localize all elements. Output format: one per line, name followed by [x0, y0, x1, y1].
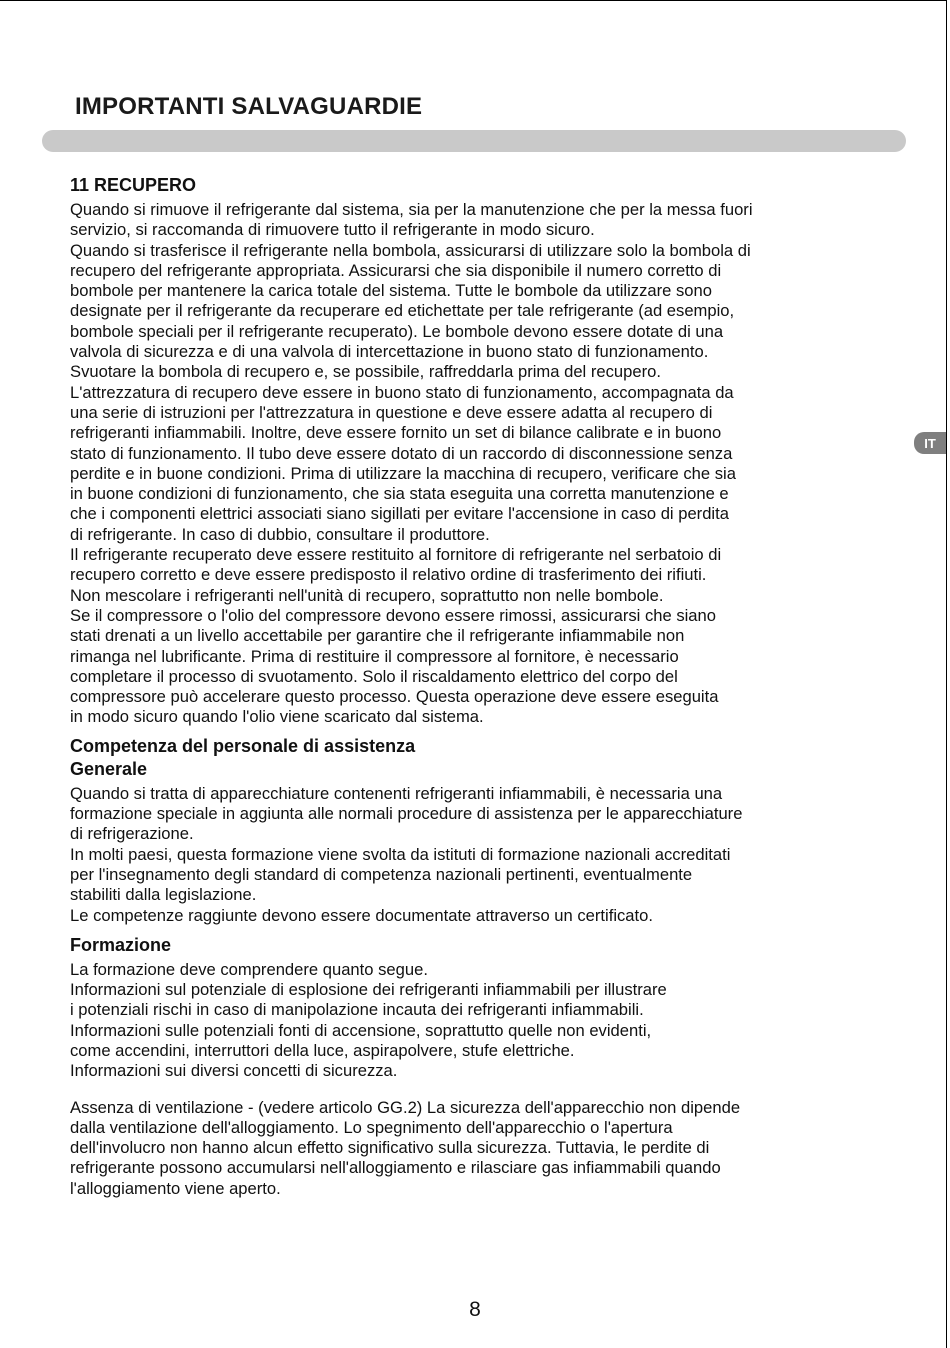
section-subheading-generale: Generale: [70, 758, 148, 779]
text-line: in modo sicuro quando l'olio viene scaricato dal sistema.: [70, 707, 484, 727]
text-line: Informazioni sulle potenziali fonti di accensione, soprattutto quelle non evidenti,: [70, 1020, 652, 1040]
text-line: L'attrezzatura di recupero deve essere in buono stato di funzionamento, accompagnata da: [70, 382, 734, 402]
language-tab: [914, 432, 946, 454]
text-line: in buone condizioni di funzionamento, che sia stata eseguita una corretta manutenzione e: [70, 484, 729, 504]
text-line: Le competenze raggiunte devono essere documentate attraverso un certificato.: [70, 905, 653, 925]
text-line: designate per il refrigerante da recuperare ed etichettate per tale refrigerante (ad esempio,: [70, 301, 735, 321]
section-heading-recupero: 11 RECUPERO: [70, 175, 197, 195]
title-underline-bar: [42, 130, 906, 152]
text-line: refrigeranti infiammabili. Inoltre, deve essere fornito un set di bilance calibrate e in buono: [70, 423, 722, 443]
paragraph-recupero: [70, 200, 900, 728]
text-line: Svuotare la bombola di recupero e, se possibile, raffreddarla prima del recupero.: [70, 362, 661, 382]
text-line: bombole per mantenere la carica totale del sistema. Tutte le bombole da utilizzare sono: [70, 281, 712, 301]
text-line: La formazione deve comprendere quanto segue.: [70, 959, 428, 979]
page-number: 8: [469, 1298, 481, 1321]
text-line: Informazioni sul potenziale di esplosione dei refrigeranti infiammabili per illustrare: [70, 980, 667, 1000]
paragraph-assenza-ventilazione: [70, 1098, 900, 1199]
text-line: per l'insegnamento degli standard di competenza nazionali pertinenti, eventualmente: [70, 864, 693, 884]
text-line: Quando si tratta di apparecchiature contenenti refrigeranti infiammabili, è necessaria una: [70, 783, 723, 803]
text-line: compressore può accelerare questo processo. Questa operazione deve essere eseguita: [70, 687, 719, 707]
text-line: stati drenati a un livello accettabile per garantire che il refrigerante infiammabile non: [70, 626, 685, 646]
text-line: valvola di sicurezza e di una valvola di intercettazione in buono stato di funzionamento.: [70, 342, 709, 362]
text-line: completare il processo di svuotamento. Solo il riscaldamento elettrico del corpo del: [70, 666, 678, 686]
paragraph-competenza: [70, 784, 900, 926]
text-line: In molti paesi, questa formazione viene svolta da istituti di formazione nazionali accreditati: [70, 844, 731, 864]
language-tab-label: IT: [924, 435, 936, 451]
text-line: di refrigerante. In caso di dubbio, consultare il produttore.: [70, 524, 490, 544]
text-line: come accendini, interruttori della luce, aspirapolvere, stufe elettriche.: [70, 1040, 575, 1060]
text-line: dalla ventilazione dell'alloggiamento. Lo spegnimento dell'apparecchio o l'apertura: [70, 1117, 673, 1137]
section-heading-competenza: Competenza del personale di assistenza: [70, 735, 416, 756]
text-line: Se il compressore o l'olio del compressore devono essere rimossi, assicurarsi che siano: [70, 605, 716, 625]
page-border-right: [946, 0, 947, 1348]
text-line: Quando si trasferisce il refrigerante nella bombola, assicurarsi di utilizzare solo la bombola di: [70, 240, 751, 260]
text-line: recupero corretto e deve essere predisposto il relativo ordine di trasferimento dei rifiuti.: [70, 565, 707, 585]
text-line: i potenziali rischi in caso di manipolazione incauta dei refrigeranti infiammabili.: [70, 1000, 644, 1020]
text-line: refrigerante possono accumularsi nell'alloggiamento e rilasciare gas infiammabili quando: [70, 1158, 721, 1178]
text-line: bombole speciali per il refrigerante recuperato). Le bombole devono essere dotate di una: [70, 321, 724, 341]
text-line: di refrigerazione.: [70, 824, 194, 844]
text-line: rimanga nel lubrificante. Prima di restituire il compressore al fornitore, è necessario: [70, 646, 679, 666]
page-content: [70, 174, 900, 1199]
text-line: Informazioni sui diversi concetti di sicurezza.: [70, 1061, 398, 1081]
text-line: servizio, si raccomanda di rimuovere tutto il refrigerante in modo sicuro.: [70, 220, 595, 240]
text-line: Non mescolare i refrigeranti nell'unità di recupero, soprattutto non nelle bombole.: [70, 585, 664, 605]
text-line: che i componenti elettrici associati siano sigillati per evitare l'accensione in caso di perdita: [70, 504, 729, 524]
text-line: stato di funzionamento. Il tubo deve essere dotato di un raccordo di disconnessione senza: [70, 443, 733, 463]
page-title: IMPORTANTI SALVAGUARDIE: [75, 93, 423, 120]
text-line: perdite e in buone condizioni. Prima di utilizzare la macchina di recupero, verificare che sia: [70, 463, 736, 483]
text-line: formazione speciale in aggiunta alle normali procedure di assistenza per le apparecchiature: [70, 804, 743, 824]
text-line: Quando si rimuove il refrigerante dal sistema, sia per la manutenzione che per la messa fuori: [70, 200, 753, 219]
text-line: l'alloggiamento viene aperto.: [70, 1178, 281, 1198]
text-line: dell'involucro non hanno alcun effetto significativo sulla sicurezza. Tuttavia, le perdite di: [70, 1138, 710, 1158]
text-line: Il refrigerante recuperato deve essere restituito al fornitore di refrigerante nel serbatoio di: [70, 545, 722, 565]
text-line: stabiliti dalla legislazione.: [70, 885, 257, 905]
text-line: una serie di istruzioni per l'attrezzatura in questione e deve essere adatta al recupero di: [70, 402, 713, 422]
page-border-top: [0, 0, 946, 1]
text-line: recupero del refrigerante appropriata. Assicurarsi che sia disponibile il numero corretto di: [70, 260, 722, 280]
text-line: Assenza di ventilazione - (vedere articolo GG.2) La sicurezza dell'apparecchio non dipende: [70, 1097, 741, 1117]
paragraph-formazione: [70, 960, 900, 1082]
section-heading-formazione: Formazione: [70, 934, 172, 955]
